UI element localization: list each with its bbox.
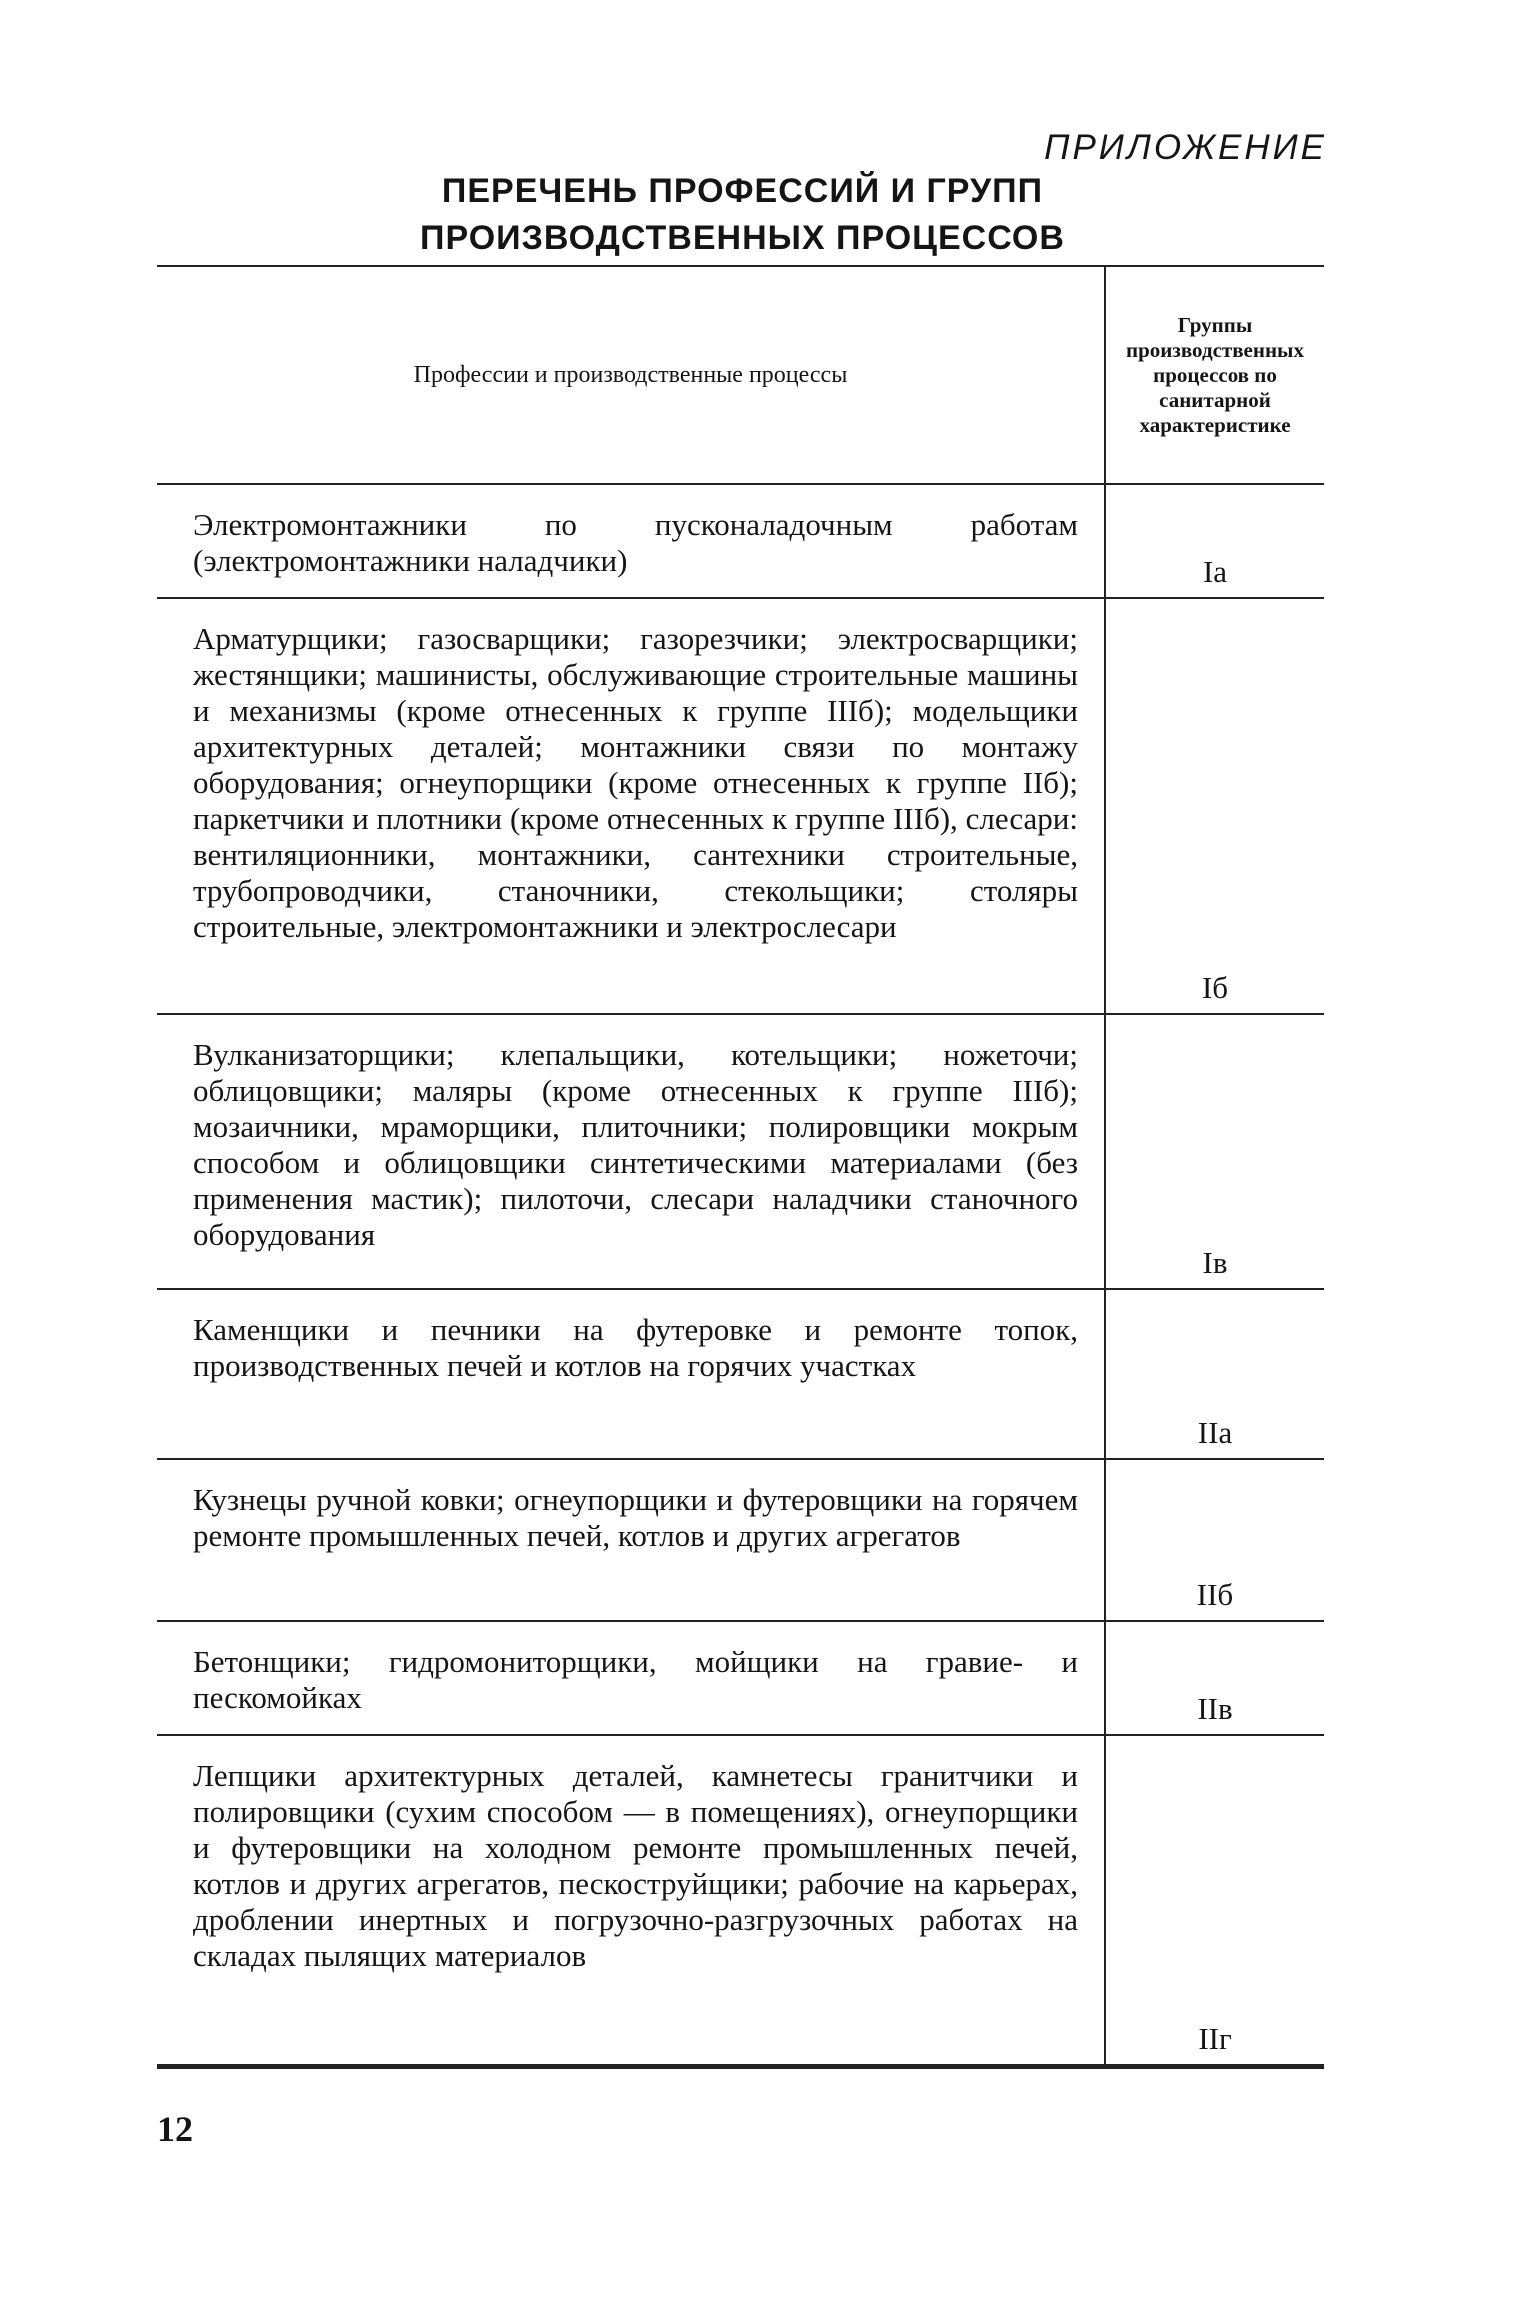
table-row — [157, 1014, 1324, 1289]
page-title — [162, 168, 1323, 262]
group-cell: IIб — [1105, 1459, 1324, 1621]
professions-cell: Кузнецы ручной ковки; огнеупорщики и футеровщики на горячем ремонте промышленных печей, котлов и других агрегатов — [193, 1482, 1078, 1553]
table-row — [157, 1289, 1324, 1459]
appendix-label: ПРИЛОЖЕНИЕ — [1044, 128, 1327, 167]
professions-table — [157, 265, 1324, 2069]
table-row — [157, 484, 1324, 598]
professions-cell: Бетонщики; гидромониторщики, мойщики на гравие- и пескомойках — [193, 1644, 1078, 1715]
table-row — [157, 1735, 1324, 2067]
table-row — [157, 1621, 1324, 1735]
table-row — [157, 1459, 1324, 1621]
header-professions: Профессии и производственные процессы — [157, 266, 1105, 484]
group-cell: Iб — [1105, 598, 1324, 1014]
professions-cell: Электромонтажники по пусконаладочным работам (электромонтажники наладчики) — [193, 507, 1078, 578]
group-cell: IIг — [1105, 1735, 1324, 2067]
group-cell: Iа — [1105, 484, 1324, 598]
header-groups: Группы производственных процессов по санитарной характеристике — [1105, 266, 1324, 484]
page-number: 12 — [157, 2109, 193, 2149]
title-line-2: ПРОИЗВОДСТВЕННЫХ ПРОЦЕССОВ — [420, 219, 1065, 257]
professions-cell: Вулканизаторщики; клепальщики, котельщики; ножеточи; облицовщики; маляры (кроме отнесенных к группе IIIб); мозаичники, мраморщики, плиточники; полировщики мокрым способом и облицовщики синтетическими материалами (без применения мастик); пилоточи, слесари наладчики станочного оборудования — [193, 1037, 1078, 1252]
professions-cell: Арматурщики; газосварщики; газорезчики; электросварщики; жестянщики; машинисты, обслуживающие строительные машины и механизмы (кроме отнесенных к группе IIIб); модельщики архитектурных деталей; монтажники связи по монтажу оборудования; огнеупорщики (кроме отнесенных к группе IIб); паркетчики и плотники (кроме отнесенных к группе IIIб), слесари: вентиляционники, монтажники, сантехники строительные, трубопроводчики, станочники, стекольщики; столяры строительные, электромонтажники и электрослесари — [193, 621, 1078, 944]
professions-table-container — [157, 265, 1324, 2069]
table-header-row — [157, 266, 1324, 484]
title-line-1: ПЕРЕЧЕНЬ ПРОФЕССИЙ И ГРУПП — [441, 172, 1044, 210]
professions-cell: Каменщики и печники на футеровке и ремонте топок, производственных печей и котлов на горячих участках — [193, 1312, 1078, 1383]
group-cell: IIв — [1105, 1621, 1324, 1735]
table-row — [157, 598, 1324, 1014]
group-cell: Iв — [1105, 1014, 1324, 1289]
professions-cell: Лепщики архитектурных деталей, камнетесы гранитчики и полировщики (сухим способом — в помещениях), огнеупорщики и футеровщики на холодном ремонте промышленных печей, котлов и других агрегатов, пескоструйщики; рабочие на карьерах, дроблении инертных и погрузочно-разгрузочных работах на складах пылящих материалов — [193, 1758, 1078, 1973]
group-cell: IIа — [1105, 1289, 1324, 1459]
